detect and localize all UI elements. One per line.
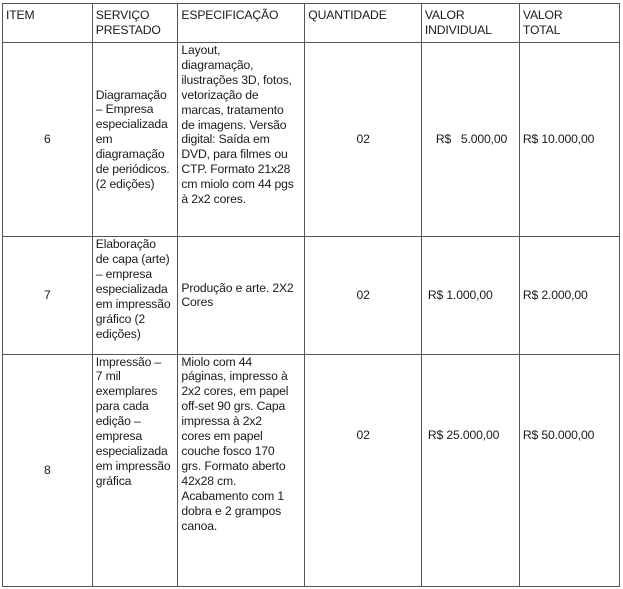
cell-item: 8: [3, 354, 93, 586]
cell-quantidade: 02: [305, 354, 422, 586]
cell-valor-total: R$ 2.000,00: [519, 237, 619, 354]
cell-servico: Impressão – 7 mil exemplares para cada edição – empresa especializada em impressão gráfica: [92, 354, 178, 586]
cell-servico: Elaboração de capa (arte) – empresa especializada em impressão gráfico (2 edições): [92, 237, 178, 354]
cell-quantidade: 02: [305, 237, 422, 354]
cell-valor-individual: R$ 1.000,00: [421, 237, 519, 354]
table-row: [3, 354, 620, 586]
cell-valor-individual: R$ 5.000,00: [421, 43, 519, 237]
header-servico-prestado: SERVIÇO PRESTADO: [92, 4, 178, 43]
cell-especificacao: Layout, diagramação, ilustrações 3D, fotos, vetorização de marcas, tratamento de imagens. Versão digital: Saída em DVD, para filmes ou CTP. Formato 21x28 cm miolo com 44 pgs à 2x2 cores.: [178, 43, 305, 237]
services-table: [2, 3, 620, 587]
table-row: [3, 43, 620, 237]
header-especificacao: ESPECIFICAÇÃO: [178, 4, 305, 43]
header-item: ITEM: [3, 4, 93, 43]
header-quantidade: QUANTIDADE: [305, 4, 422, 43]
table-header-row: [3, 4, 620, 43]
cell-item: 7: [3, 237, 93, 354]
cell-servico: Diagramação – Empresa especializada em diagramação de periódicos. (2 edições): [92, 43, 178, 237]
cell-especificacao: Miolo com 44 páginas, impresso à 2x2 cores, em papel off-set 90 grs. Capa impressa à 2x2 cores em papel couche fosco 170 grs. Formato aberto 42x28 cm. Acabamento com 1 dobra e 2 grampos canoa.: [178, 354, 305, 586]
cell-valor-individual: R$ 25.000,00: [421, 354, 519, 586]
header-valor-individual: VALOR INDIVIDUAL: [421, 4, 519, 43]
cell-item: 6: [3, 43, 93, 237]
cell-valor-total: R$ 10.000,00: [519, 43, 619, 237]
cell-valor-total: R$ 50.000,00: [519, 354, 619, 586]
cell-quantidade: 02: [305, 43, 422, 237]
cell-especificacao: Produção e arte. 2X2 Cores: [178, 237, 305, 354]
header-valor-total: VALOR TOTAL: [519, 4, 619, 43]
table-row: [3, 237, 620, 354]
